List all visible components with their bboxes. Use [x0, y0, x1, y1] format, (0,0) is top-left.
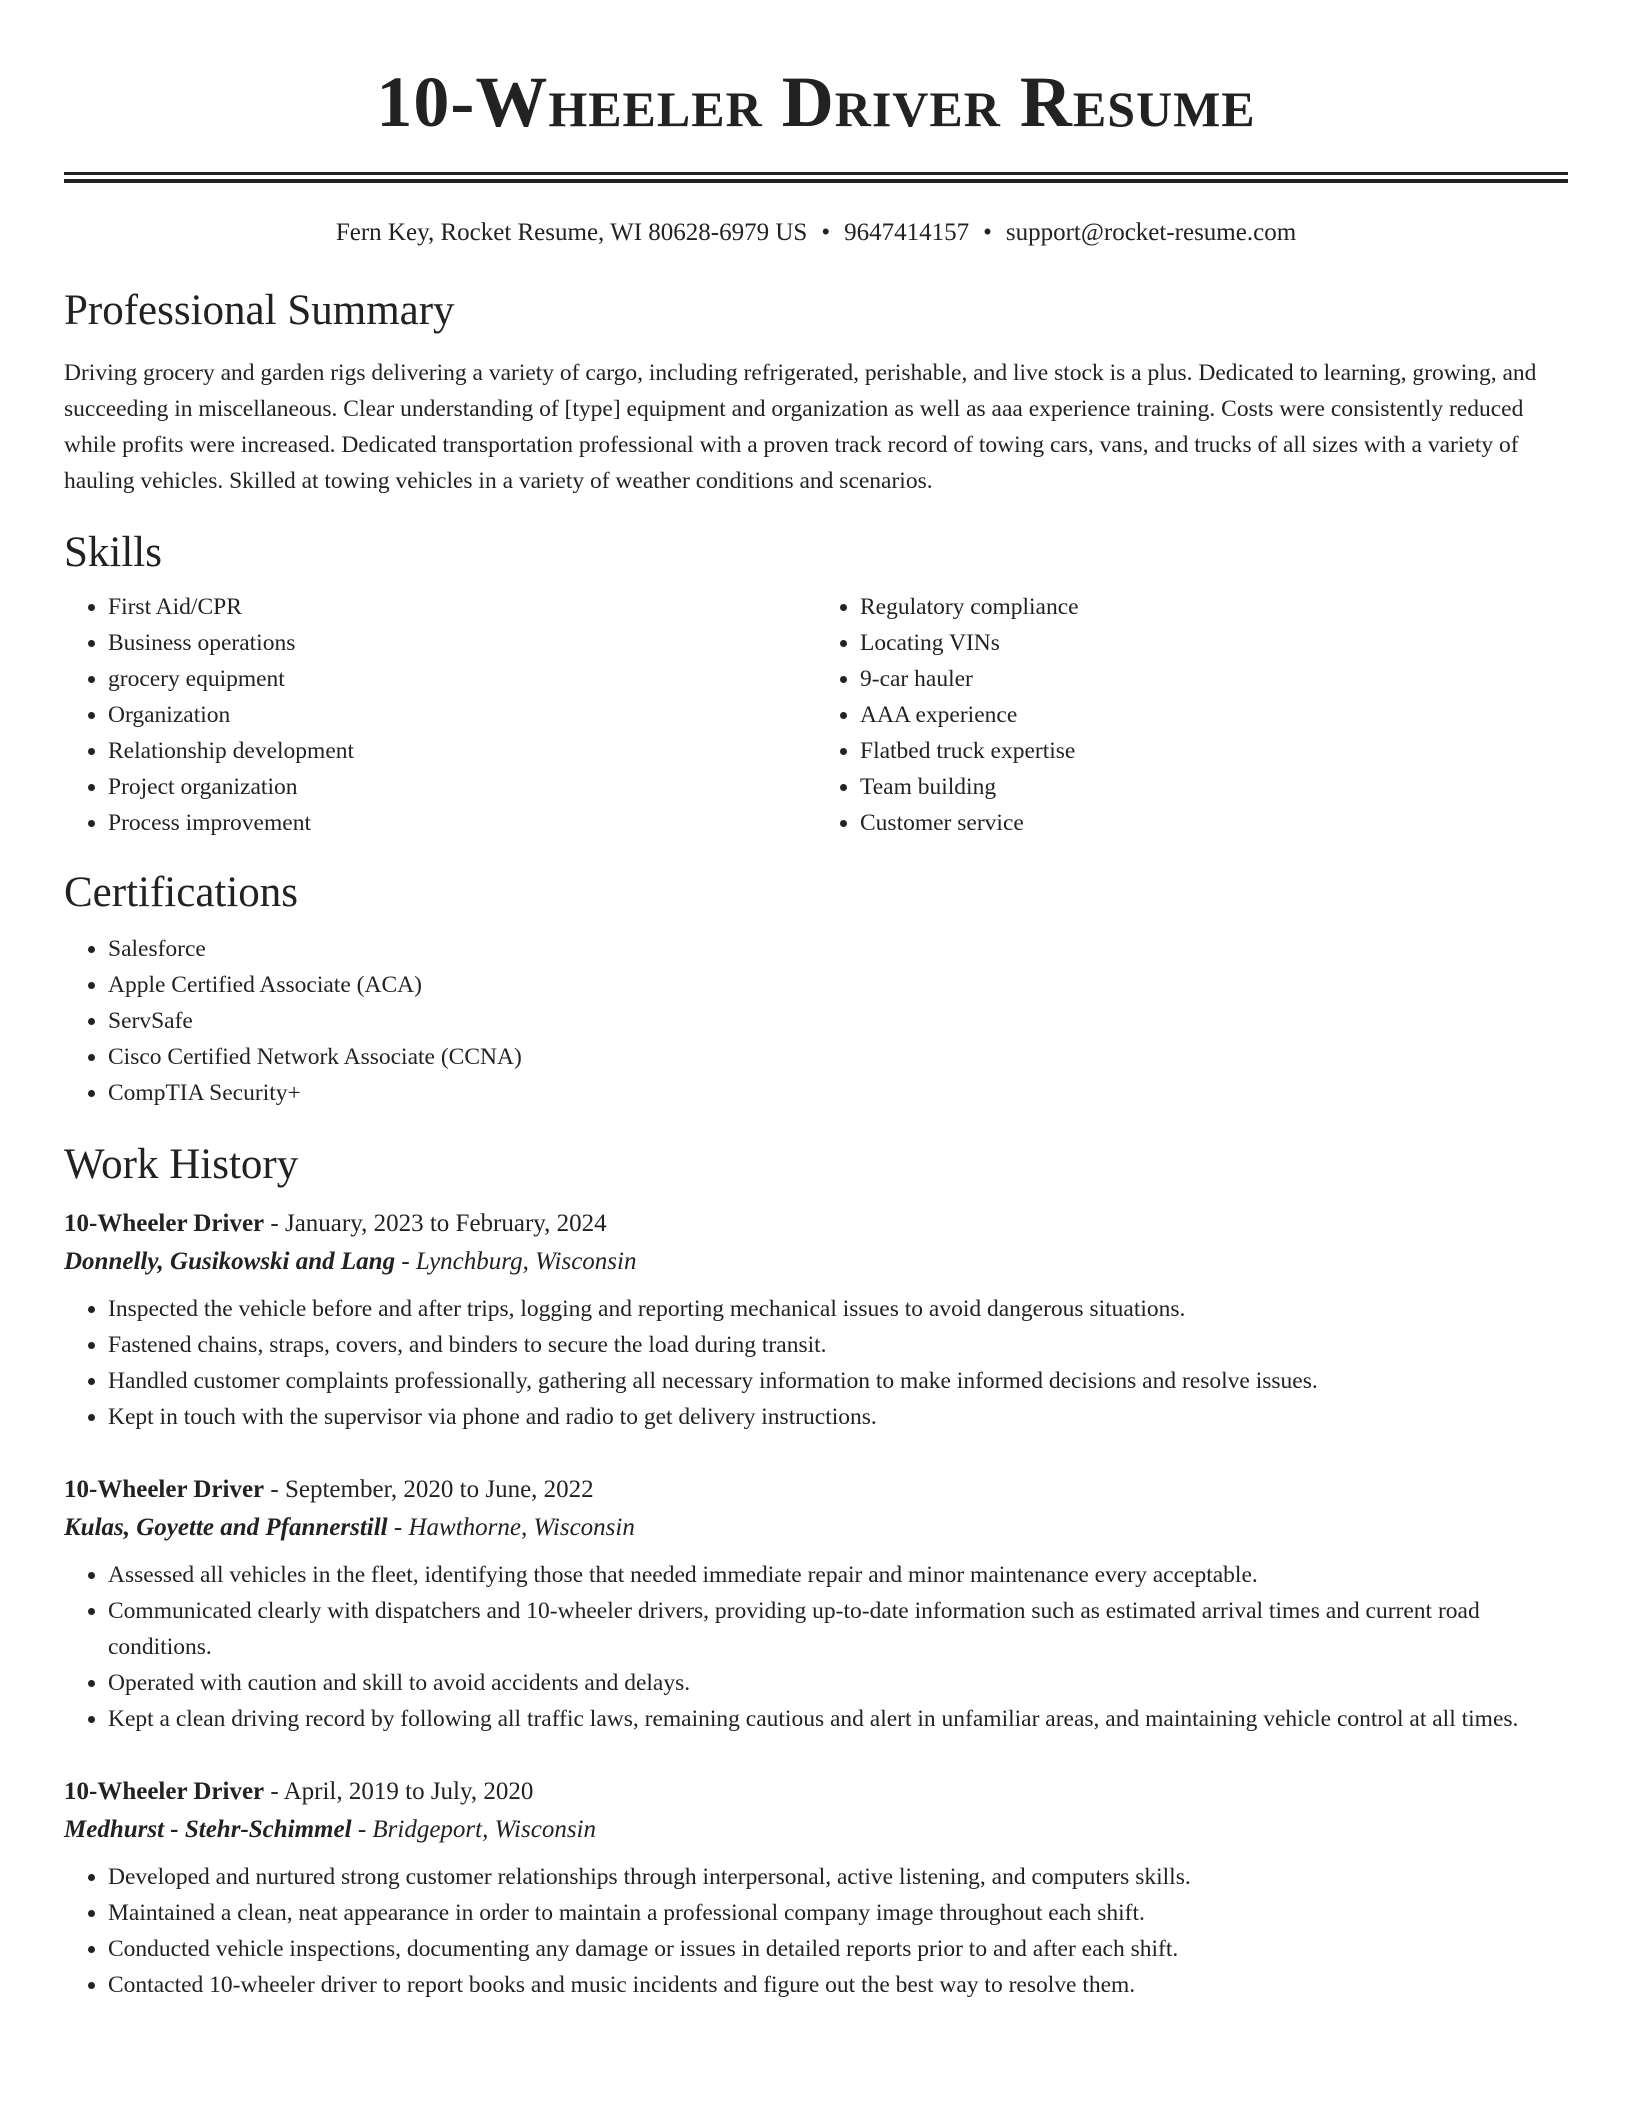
- job-dates: April, 2019 to July, 2020: [283, 1778, 534, 1805]
- resume-title: 10-Wheeler Driver Resume: [376, 62, 1256, 142]
- contact-email[interactable]: support@rocket-resume.com: [1005, 219, 1297, 246]
- job-company: Donnelly, Gusikowski and Lang: [64, 1248, 396, 1275]
- skill-item: • Team building: [860, 769, 1568, 805]
- job-dash: -: [264, 1210, 285, 1237]
- job-duty: • Contacted 10-wheeler driver to report books and music incidents and figure out the best way to resolve them.: [108, 1967, 1568, 2003]
- contact-phone: 9647414157: [844, 219, 970, 246]
- job-dates: January, 2023 to February, 2024: [284, 1210, 607, 1237]
- skill-item: • First Aid/CPR: [108, 589, 816, 625]
- job-location: Bridgeport, Wisconsin: [372, 1816, 596, 1843]
- job-title-line: [64, 1205, 1568, 1243]
- certification-item: • ServSafe: [108, 1003, 1568, 1039]
- certification-item: • Cisco Certified Network Associate (CCNA): [108, 1039, 1568, 1075]
- summary-text: Driving grocery and garden rigs delivering a variety of cargo, including refrigerated, perishable, and live stock is a plus. Dedicated to learning, growing, and succeeding in miscellaneous. Clear understanding of [type] equipment and organization as well as aaa experience training. Costs were consistently reduced while profits were increased. Dedicated transportation professional with a proven track record of towing cars, vans, and trucks of all sizes with a variety of hauling vehicles. Skilled at towing vehicles in a variety of weather conditions and scenarios.: [64, 360, 1537, 494]
- job-company-line: [64, 1243, 1568, 1281]
- certifications-list: [64, 931, 1568, 1111]
- job-duty: • Fastened chains, straps, covers, and binders to secure the load during transit.: [108, 1327, 1568, 1363]
- contact-line: [64, 217, 1568, 249]
- summary-heading: Professional Summary: [64, 287, 455, 334]
- job-location: Lynchburg, Wisconsin: [415, 1248, 637, 1275]
- skill-item: • Customer service: [860, 805, 1568, 841]
- job-dash: -: [264, 1476, 285, 1503]
- job-duties-list: [64, 1291, 1568, 1435]
- job-company-line: [64, 1811, 1568, 1849]
- skill-item: • Flatbed truck expertise: [860, 733, 1568, 769]
- certification-item: • Salesforce: [108, 931, 1568, 967]
- job-dash: -: [264, 1778, 284, 1805]
- contact-separator: •: [983, 219, 992, 246]
- skill-item: • Process improvement: [108, 805, 816, 841]
- job-company-line: [64, 1509, 1568, 1547]
- skills-columns: [64, 589, 1568, 841]
- skill-item: • Business operations: [108, 625, 816, 661]
- skill-item: • Relationship development: [108, 733, 816, 769]
- work-history-heading: Work History: [64, 1141, 299, 1188]
- certifications-heading: Certifications: [64, 869, 299, 916]
- job-duty: • Communicated clearly with dispatchers and 10-wheeler drivers, providing up-to-date information such as estimated arrival times and current road conditions.: [108, 1593, 1568, 1665]
- certification-item: • Apple Certified Associate (ACA): [108, 967, 1568, 1003]
- skills-list-right: [816, 589, 1568, 841]
- job-dash: -: [395, 1248, 416, 1275]
- job-duty: • Kept a clean driving record by following all traffic laws, remaining cautious and alert in unfamiliar areas, and maintaining vehicle control at all times.: [108, 1701, 1568, 1737]
- job-duty: • Operated with caution and skill to avoid accidents and delays.: [108, 1665, 1568, 1701]
- job-dash: -: [387, 1514, 409, 1541]
- job-title: 10-Wheeler Driver: [64, 1778, 265, 1805]
- job-duty: • Conducted vehicle inspections, documenting any damage or issues in detailed reports prior to and after each shift.: [108, 1931, 1568, 1967]
- title-divider: [64, 172, 1568, 183]
- job-title: 10-Wheeler Driver: [64, 1476, 265, 1503]
- job-duty: • Handled customer complaints professionally, gathering all necessary information to make informed decisions and resolve issues.: [108, 1363, 1568, 1399]
- job-title-line: [64, 1773, 1568, 1811]
- job-entry: [64, 1773, 1568, 2003]
- skill-item: • AAA experience: [860, 697, 1568, 733]
- job-entry: [64, 1471, 1568, 1737]
- job-duty: • Developed and nurtured strong customer relationships through interpersonal, active listening, and computers skills.: [108, 1859, 1568, 1895]
- job-duty: • Assessed all vehicles in the fleet, identifying those that needed immediate repair and minor maintenance every acceptable.: [108, 1557, 1568, 1593]
- skills-heading: Skills: [64, 529, 162, 576]
- job-duties-list: [64, 1557, 1568, 1737]
- skill-item: • Organization: [108, 697, 816, 733]
- job-location: Hawthorne, Wisconsin: [408, 1514, 635, 1541]
- skill-item: • Project organization: [108, 769, 816, 805]
- contact-address: Fern Key, Rocket Resume, WI 80628-6979 US: [335, 219, 808, 246]
- job-duty: • Inspected the vehicle before and after trips, logging and reporting mechanical issues to avoid dangerous situations.: [108, 1291, 1568, 1327]
- certification-item: • CompTIA Security+: [108, 1075, 1568, 1111]
- contact-separator: •: [821, 219, 831, 246]
- job-company: Kulas, Goyette and Pfannerstill: [64, 1514, 388, 1541]
- job-company: Medhurst - Stehr-Schimmel: [64, 1816, 352, 1843]
- skill-item: • grocery equipment: [108, 661, 816, 697]
- job-duty: • Kept in touch with the supervisor via phone and radio to get delivery instructions.: [108, 1399, 1568, 1435]
- job-duty: • Maintained a clean, neat appearance in order to maintain a professional company image throughout each shift.: [108, 1895, 1568, 1931]
- job-title: 10-Wheeler Driver: [64, 1210, 265, 1237]
- skill-item: • Locating VINs: [860, 625, 1568, 661]
- job-title-line: [64, 1471, 1568, 1509]
- job-duties-list: [64, 1859, 1568, 2003]
- skill-item: • 9-car hauler: [860, 661, 1568, 697]
- job-dates: September, 2020 to June, 2022: [284, 1476, 594, 1503]
- job-entry: [64, 1205, 1568, 1435]
- skill-item: • Regulatory compliance: [860, 589, 1568, 625]
- skills-list-left: [64, 589, 816, 841]
- job-dash: -: [351, 1816, 373, 1843]
